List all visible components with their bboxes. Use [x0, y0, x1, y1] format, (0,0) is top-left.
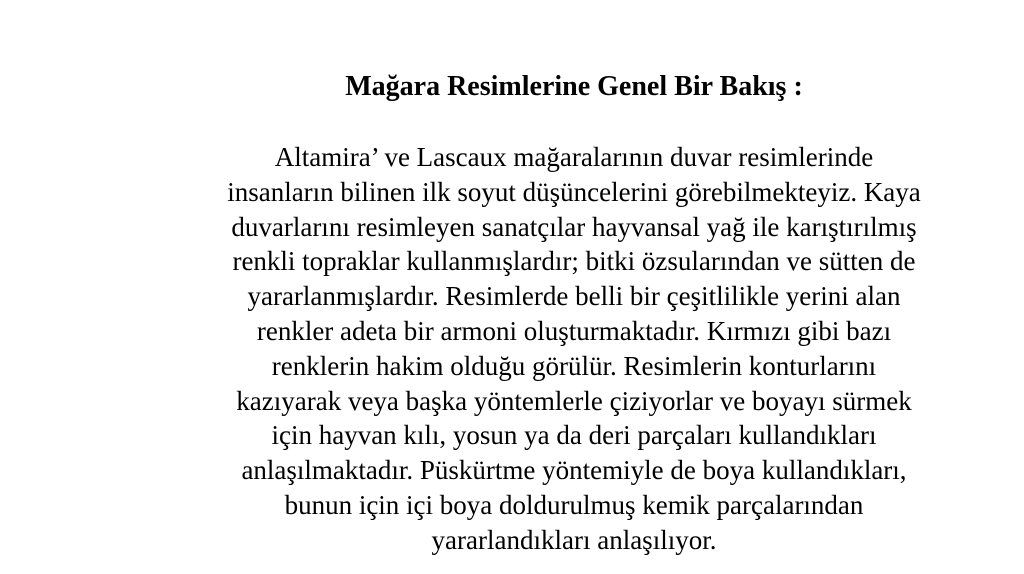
body-line-11: bunun için içi boya doldurulmuş kemik parçalarından — [284, 489, 864, 520]
body-line-9: için hayvan kılı, yosun ya da deri parçaları kullandıkları — [271, 420, 877, 451]
body-line-12: yararlandıkları anlaşılıyor. — [431, 524, 717, 555]
body-line-3: duvarlarını resimleyen sanatçılar hayvansal yağ ile karıştırılmış — [231, 211, 917, 242]
body-line-7: renklerin hakim olduğu görülür. Resimlerin konturlarını — [271, 350, 877, 381]
slide-title: Mağara Resimlerine Genel Bir Bakış : — [345, 71, 803, 102]
body-line-8: kazıyarak veya başka yöntemlerle çiziyorlar ve boyayı sürmek — [236, 385, 912, 416]
body-line-4: renkli topraklar kullanmışlardır; bitki özsularından ve sütten de — [232, 246, 916, 277]
body-line-6: renkler adeta bir armoni oluşturmaktadır. Kırmızı gibi bazı — [256, 315, 892, 346]
body-line-5: yararlanmışlardır. Resimlerde belli bir çeşitlilikle yerini alan — [247, 281, 901, 312]
body-line-2: insanların bilinen ilk soyut düşüncelerini görebilmekteyiz. Kaya — [227, 176, 921, 207]
slide-body — [150, 140, 998, 558]
body-line-1: Altamira’ ve Lascaux mağaralarının duvar resimlerinde — [274, 142, 874, 172]
body-line-10: anlaşılmaktadır. Püskürtme yöntemiyle de boya kullandıkları, — [241, 455, 907, 486]
